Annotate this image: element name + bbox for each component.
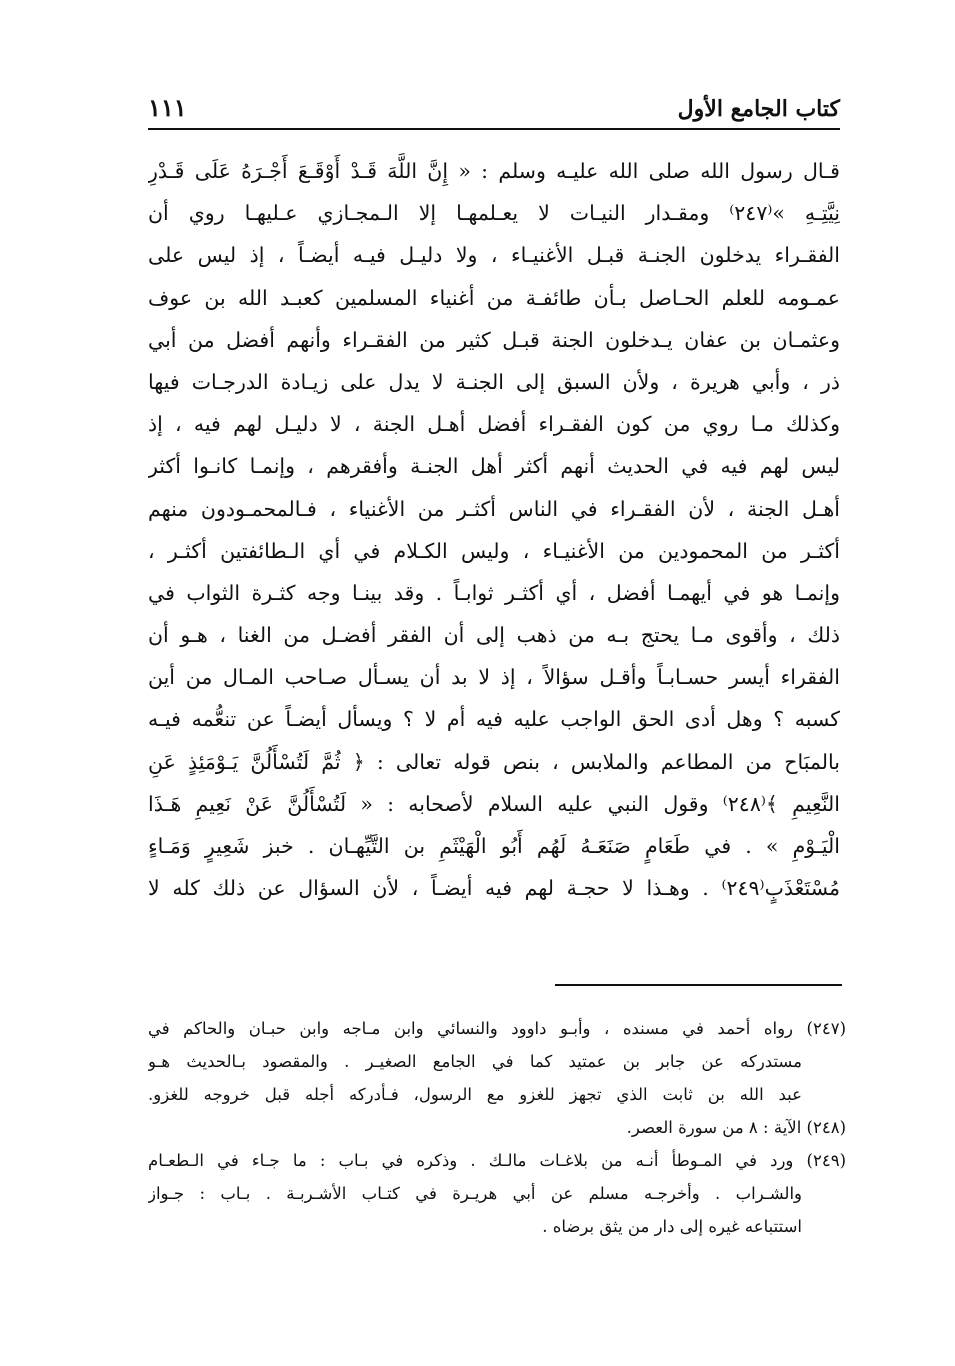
body-line: مُسْتَعْذَبٍ⁽٢٤٩⁾ . وهـذا لا حجـة لهم فيه أيضـاً ، لأن السؤال عن ذلك كله لا — [148, 876, 840, 901]
page-header — [148, 78, 840, 130]
running-title: كتاب الجامع الأول — [677, 96, 840, 122]
body-line: الفقراء أيسر حسـابـاً وأقـل سؤالاً ، إذ لا بد أن يسـأل صـاحب المـال من أين — [148, 665, 840, 690]
footnotes — [148, 1012, 846, 1243]
footnote-249-line: (٢٤٩) ورد في المـوطأ أنـه من بلاغـات مالـك . وذكره في بـاب : ما جـاء في الـطعـام — [148, 1151, 846, 1170]
footnote-249-line: استتباعه غيره إلى دار من يثق برضاه . — [542, 1217, 802, 1236]
body-line: ذر ، وأبي هريرة ، ولأن السبق إلى الجنـة لا يدل على زيـادة الدرجـات فيها — [148, 369, 840, 394]
footnote-divider — [555, 984, 842, 986]
footnote-248-line: (٢٤٨) الآية : ٨ من سورة العصر. — [626, 1118, 846, 1137]
footnote-247-line: مستدركه عن جابر بن عمتيد كما في الجامع الصغيـر . والمقصود بـالحديث هـو — [148, 1052, 802, 1071]
footnote-249-line: والشـراب . وأخرجـه مسلم عن أبي هريـرة في كتـاب الأشـربـة . بـاب : جـواز — [148, 1184, 802, 1203]
body-line: قـال رسول الله صلى الله عليـه وسلم : « إِنَّ اللَّهَ قَـدْ أَوْقَـعَ أَجْـرَهُ عَلَى قَـدْرِ — [148, 159, 840, 183]
body-line: وكذلك مـا روي من كون الفقـراء أفضل أهـل الجنة ، لا دليـل لهم فيه ، إذ — [148, 412, 840, 437]
body-line: كسبه ؟ وهل أدى الحق الواجب عليه فيه أم لا ؟ ويسأل أيضـاً عن تنعُّمه فيـه — [148, 707, 840, 732]
body-line: أكثـر من المحمودين من الأغنيـاء ، وليس الكـلام في أي الـطائفتين أكثـر ، — [148, 538, 840, 563]
footnote-247-line: عبد الله بن ثابت الذي تجهز للغزو مع الرسول، فـأدركه أجله قبل خروجه للغزو. — [148, 1085, 802, 1104]
footnote-247-line: (٢٤٧) رواه أحمد في مسنده ، وأبـو داوود والنسائي وابن مـاجه وابن حبـان والحاكم في — [148, 1019, 846, 1038]
body-line: ليس لهم فيه في الحديث أنهم أكثر أهل الجنـة وأفقرهم ، وإنمـا كانـوا أكثر — [148, 454, 840, 479]
body-text — [148, 150, 840, 909]
body-line: وإنمـا هو في أيهمـا أفضل ، أي أكثـر ثوابـاً . وقد بينـا وجه كثـرة الثواب في — [148, 580, 840, 605]
page-number: ١١١ — [148, 93, 187, 122]
body-line: نِيَّتِـهِ »⁽٢٤٧⁾ ومقـدار النيـات لا يعـلمهـا إلا الـمجـازي عـليهـا روي أن — [148, 201, 840, 226]
body-line: عمـومه للعلم الحـاصل بـأن طائفـة من أغنياء المسلمين كعبـد الله بن عوف — [148, 285, 840, 310]
body-line: وعثمـان بن عفان يـدخلون الجنة قبـل كثير من الفقـراء وأنهم أفضل من أبي — [148, 327, 840, 352]
body-line: الفقـراء يدخلون الجنـة قبـل الأغنيـاء ، ولا دليـل فيـه أيضـاً ، إذ ليس على — [148, 243, 840, 268]
body-line: بالمبَاح من المطاعم والملابس ، بنص قوله تعالى : ﴿ ثُمَّ لَتُسْأَلُنَّ يَـوْمَئِذٍ عَنِ — [148, 749, 840, 774]
body-line: النَّعِيمِ ﴾⁽٢٤٨⁾ وقول النبي عليه السلام لأصحابه : « لَتُسْأَلُنَّ عَنْ نَعِيمِ هَـذَا — [148, 791, 840, 816]
body-line: ذلك ، وأقوى مـا يحتج بـه من ذهب إلى أن الفقر أفضـل من الغنا ، هـو أن — [148, 623, 840, 648]
body-line: أهـل الجنة ، لأن الفقـراء في الناس أكثـر من الأغنياء ، فـالمحمـودون منهم — [148, 496, 840, 521]
body-line: الْيَـوْمِ » . في طَعَامٍ صَنَعَـهُ لَهُم أَبُو الْهَيْثَمِ بن التَّيِّهـان . خبز شَعِيرٍ وَمَـاءٍ — [148, 834, 840, 858]
